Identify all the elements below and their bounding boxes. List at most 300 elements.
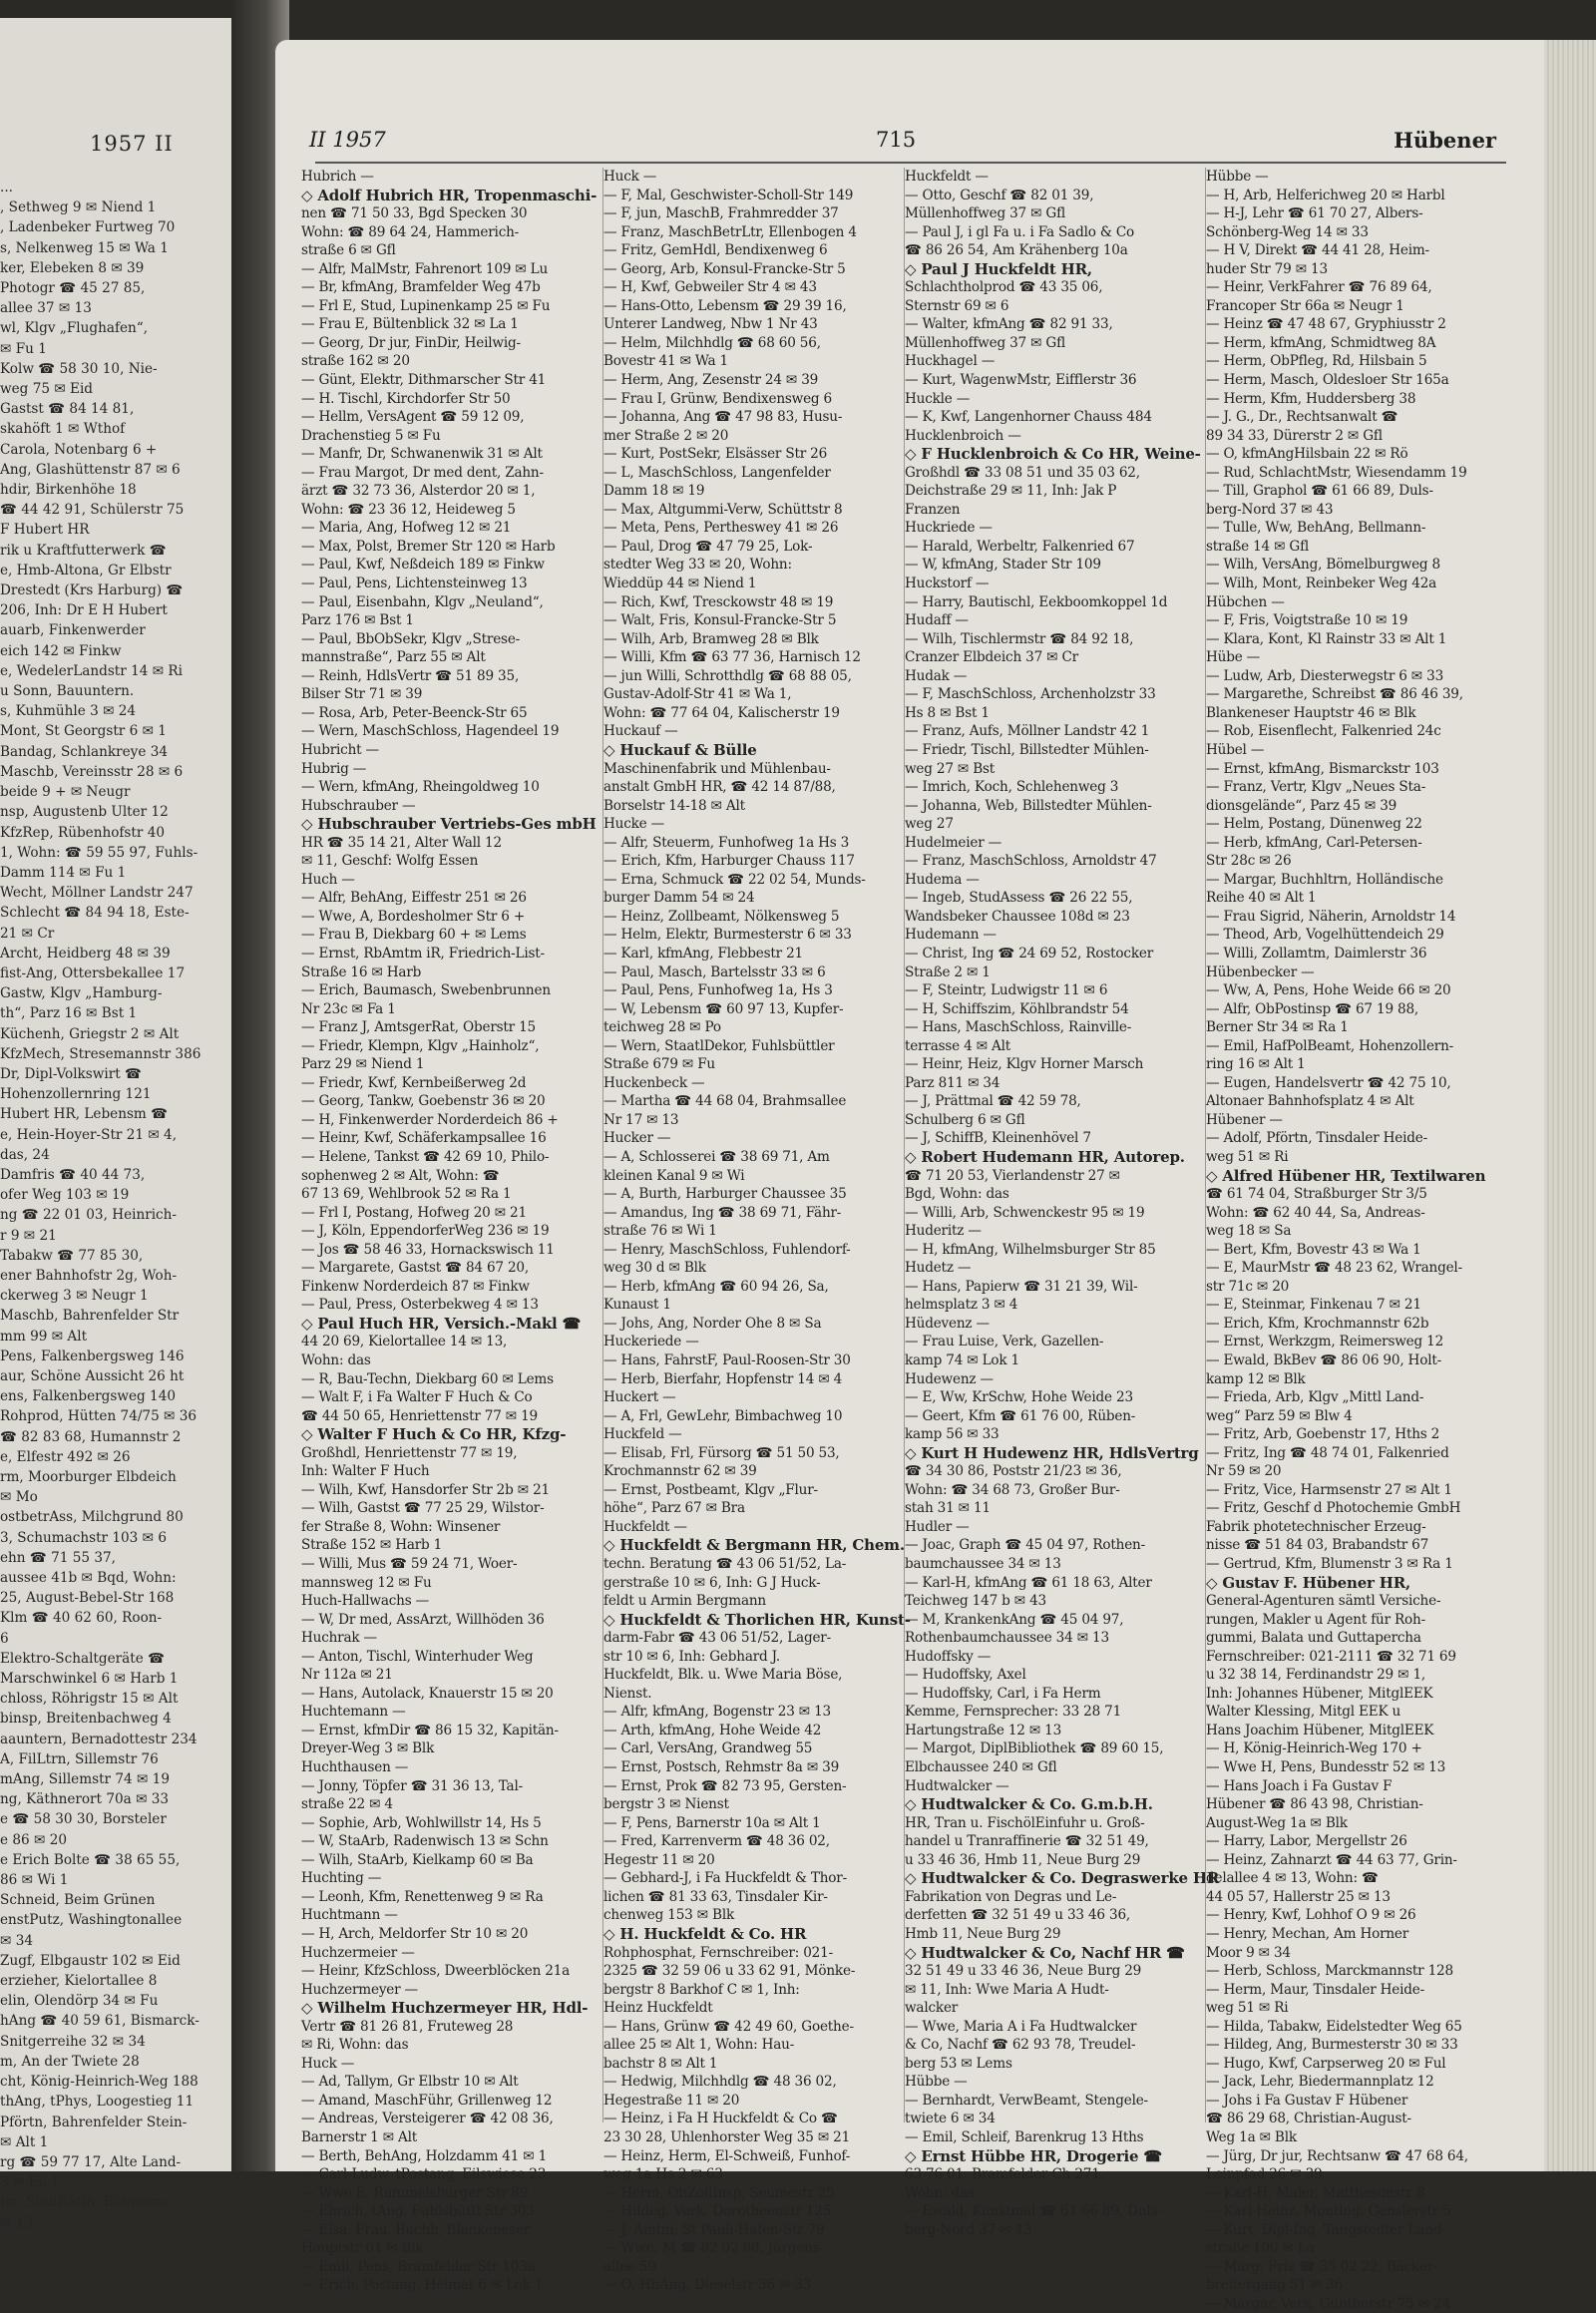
directory-entry-line: — Erich, Kfm, Krochmannstr 62b [1206,1315,1429,1332]
left-entry-line: Klm ☎ 40 62 60, Roon- [0,1610,163,1627]
directory-entry-line: ◇ Hubschrauber Vertriebs-Ges mbH [301,815,597,834]
left-entry-line: Drestedt (Krs Harburg) ☎ [0,582,184,599]
directory-entry-line: nisse ☎ 51 84 03, Brabandstr 67 [1206,1537,1429,1554]
directory-entry-line: mannsweg 12 ✉ Fu [301,1574,432,1591]
directory-entry-line: — W, StaArb, Radenwisch 13 ✉ Schn [301,1833,549,1850]
directory-entry-line: str 71c ✉ 20 [1206,1278,1290,1295]
directory-entry-line: ◇ Wilhelm Huchzermeyer HR, Hdl- [301,1999,589,2018]
directory-entry-line: Schönberg-Weg 14 ✉ 33 [1206,223,1369,240]
left-entry-line: Schneid, Beim Grünen [0,1892,156,1909]
left-entry-line: rik u Kraftfutterwerk ☎ [0,542,167,559]
directory-entry-line: derfetten ☎ 32 51 49 u 33 46 36, [905,1907,1131,1924]
directory-entry-line: — Henry, MaschSchloss, Fuhlendorf- [603,1241,851,1258]
directory-entry-line: — Fritz, Arb, Goebenstr 17, Hths 2 [1206,1426,1440,1443]
directory-entry-line: — Paul, Pens, Lichtensteinweg 13 [301,576,528,592]
left-entry-line: trr, StudRätin, Böhmers- [0,2194,170,2211]
directory-entry-line: — Frl I, Postang, Hofweg 20 ✉ 21 [301,1204,527,1221]
directory-entry-line: Maschinenfabrik und Mühlenbau- [603,760,831,777]
directory-entry-line: sophenweg 2 ✉ Alt, Wohn: ☎ [301,1167,500,1184]
directory-entry-line: — Walt F, i Fa Walter F Huch & Co [301,1389,533,1406]
surname-heading: Hübenbecker — [1206,964,1315,980]
directory-entry-line: kamp 12 ✉ Blk [1206,1370,1306,1387]
directory-entry-line: — Wwe H, Pens, Bundesstr 52 ✉ 13 [1206,1759,1446,1776]
directory-entry-line: — Elsa, Frau, Buchh, Blankeneser [301,2221,531,2238]
directory-entry-line: Fabrik photetechnischer Erzeug- [1206,1518,1426,1535]
directory-entry-line: Wieddüp 44 ✉ Niend 1 [603,576,757,592]
directory-entry-line: ☎ 34 30 86, Poststr 21/23 ✉ 36, [905,1463,1122,1480]
left-entry-line: m, An der Twiete 28 [0,2053,140,2070]
directory-entry-line: Parz 811 ✉ 34 [905,1074,1000,1091]
directory-entry-line: — E, MaurMstr ☎ 48 23 62, Wrangel- [1206,1260,1462,1277]
directory-entry-line: berg-Nord 37 ✉ 43 [905,2221,1032,2238]
directory-entry-line: — Fred, Karrenverm ☎ 48 36 02, [603,1833,830,1850]
directory-entry-line: straße 76 ✉ Wi 1 [603,1223,717,1240]
left-entry-line: ehn ☎ 71 55 37, [0,1549,116,1566]
directory-entry-line: Moor 9 ✉ 34 [1206,1944,1291,1961]
directory-entry-line: ◇ Huckauf & Bülle [603,740,757,759]
directory-entry-line: — H, kfmAng, Wilhelmsburger Str 85 [905,1241,1156,1258]
directory-entry-line: — Manfr, Dr, Schwanenwik 31 ✉ Alt [301,446,543,463]
directory-entry-line: Gustav-Adolf-Str 41 ✉ Wa 1, [603,686,792,703]
directory-entry-line: — Hans, Autolack, Knauerstr 15 ✉ 20 [301,1685,554,1702]
directory-entry-line: — Alfr, ObPostinsp ☎ 67 19 88, [1206,1000,1419,1017]
directory-entry-line: — Bernhardt, VerwBeamt, Stengele- [905,2092,1148,2109]
directory-entry-line: straße 22 ✉ 4 [301,1796,393,1813]
left-entry-line: ofer Weg 103 ✉ 19 [0,1187,130,1204]
left-entry-line: Gastst ☎ 84 14 81, [0,401,135,418]
surname-heading: Hudtwalcker — [905,1777,1009,1794]
directory-entry-line: — Marg, Fris ☎ 35 02 22, Bäcker- [1206,2258,1438,2275]
directory-entry-line: gerstraße 10 ✉ 6, Inh: G J Huck- [603,1574,821,1591]
directory-entry-line: straße 162 ✉ 20 [301,353,410,370]
directory-entry-line: — Ernst, Werkzgm, Reimersweg 12 [1206,1334,1444,1350]
directory-entry-line: — Margarethe, Schreibst ☎ 86 46 39, [1206,686,1463,703]
surname-heading: Hudewenz — [905,1370,994,1387]
left-entry-line: Damm 114 ✉ Fu 1 [0,864,127,881]
directory-entry-line: — Jonny, Töpfer ☎ 31 36 13, Tal- [301,1777,523,1794]
left-entry-line: Elektro-Schaltgeräte ☎ [0,1650,165,1667]
directory-entry-line: — Harry, Bautischl, Eekboomkoppel 1d [905,593,1168,610]
directory-entry-line: & Co, Nachf ☎ 62 93 78, Treudel- [905,2037,1136,2054]
left-entry-line: weg 75 ✉ Eid [0,381,94,398]
directory-entry-line: — Helm, Elektr, Burmesterstr 6 ✉ 33 [603,927,852,944]
directory-entry-line: — Frau Margot, Dr med dent, Zahn- [301,464,544,481]
directory-entry-line: — Wilh, VersAng, Bömelburgweg 8 [1206,557,1441,574]
directory-columns [301,168,1508,2312]
directory-entry-line: Hegestraße 11 ✉ 20 [603,2092,740,2109]
surname-heading: Hübener — [1206,1111,1283,1128]
directory-entry-line: 89 34 33, Dürerstr 2 ✉ Gfl [1206,427,1383,444]
column-1 [301,168,598,2294]
directory-entry-line: — H, Schiffszim, Köhlbrandstr 54 [905,1000,1129,1017]
directory-entry-line: Nienst. [603,1685,652,1702]
surname-heading: Hucke — [603,816,665,833]
left-entry-line: Pens, Falkenbergsweg 146 [0,1348,185,1364]
directory-entry-line: — Herb, kfmAng ☎ 60 94 26, Sa, [603,1278,829,1295]
directory-entry-line: — Georg, Dr jur, FinDir, Heilwig- [301,334,521,351]
directory-entry-line: — Kurt, WagenwMstr, Eifflerstr 36 [905,372,1137,389]
directory-entry-line: — H V, Direkt ☎ 44 41 28, Heim- [1206,242,1429,259]
directory-entry-line: — Friedr, Klempn, Klgv „Hainholz“, [301,1037,540,1054]
directory-entry-line: — Ad, Tallym, Gr Elbstr 10 ✉ Alt [301,2074,519,2091]
left-entry-line: ✉ 34 [0,1932,34,1949]
surname-heading: Huchrak — [301,1630,377,1647]
directory-entry-line: — O, HbAng, Dieselstr 36 ✉ 33 [603,2277,812,2294]
directory-entry-line: — jun Willi, Schrotthdlg ☎ 68 88 05, [603,667,852,684]
directory-entry-line: — Herm, Kfm, Huddersberg 38 [1206,390,1416,407]
directory-entry-line: — W, kfmAng, Stader Str 109 [905,557,1101,574]
surname-heading: Huckauf — [603,723,678,740]
left-entry-line: u Sonn, Bauuntern. [0,683,135,700]
surname-heading: Hübbe — [1206,169,1269,185]
directory-entry-line: Unterer Landweg, Nbw 1 Nr 43 [603,316,818,333]
surname-heading: Huch — [301,871,355,888]
directory-entry-line: — Harald, Werbeltr, Falkenried 67 [905,538,1135,555]
surname-heading: Huchtemann — [301,1704,406,1721]
directory-entry-line: Wohn: ☎ 34 68 73, Großer Bur- [905,1481,1120,1498]
left-entry-line: Tabakw ☎ 77 85 30, [0,1247,144,1264]
surname-heading: Huckfeldt — [603,1518,687,1535]
directory-entry-line: — J. G., Dr., Rechtsanwalt ☎ [1206,409,1398,426]
directory-entry-line: Müllenhoffweg 37 ✉ Gfl [905,205,1066,222]
directory-entry-line: Großhdl, Henriettenstr 77 ✉ 19, [301,1444,518,1461]
directory-entry-line: — L, MaschSchloss, Langenfelder [603,464,831,481]
directory-entry-line: — Georg, Tankw, Goebenstr 36 ✉ 20 [301,1093,546,1110]
directory-entry-line: — E, Steinmar, Finkenau 7 ✉ 21 [1206,1297,1421,1314]
directory-entry-line: — Alfr, Steuerm, Funhofweg 1a Hs 3 [603,834,850,851]
left-entry-line: wl, Klgv „Flughafen“, [0,320,149,337]
directory-entry-line: — Paul, Kwf, Neßdeich 189 ✉ Finkw [301,557,545,574]
left-entry-line: 25, August-Bebel-Str 168 [0,1590,175,1607]
directory-entry-line: ◇ Hudtwalcker & Co, Nachf HR ☎ [905,1943,1185,1962]
directory-entry-line: — Hudoffsky, Axel [905,1667,1026,1684]
left-entry-line: Zugf, Elbgaustr 102 ✉ Eid [0,1952,181,1969]
left-entry-line: chloss, Röhrigstr 15 ✉ Alt [0,1691,179,1708]
left-entry-line: s, Kuhmühle 3 ✉ 24 [0,703,137,720]
surname-heading: Hudaff — [905,612,969,629]
directory-entry-line: Fabrikation von Degras und Le- [905,1888,1117,1905]
directory-entry-line: — Fritz, Geschf d Photochemie GmbH [1206,1500,1461,1517]
directory-entry-line: kamp 56 ✉ 33 [905,1426,999,1443]
directory-entry-line: — Wern, kfmAng, Rheingoldweg 10 [301,779,540,796]
directory-entry-line: — Margar, Verk, Güntherstr 75 ✉ 24 [1206,2295,1451,2312]
directory-entry-line: HR, Tran u. FischölEinfuhr u. Groß- [905,1814,1145,1831]
left-entry-line: Wecht, Möllner Landstr 247 [0,885,194,902]
directory-entry-line: Kemme, Fernsprecher: 33 28 71 [905,1704,1122,1721]
directory-entry-line: — A, Schlosserei ☎ 38 69 71, Am [603,1148,830,1165]
directory-entry-line: ärzt ☎ 32 73 36, Alsterdor 20 ✉ 1, [301,483,536,500]
directory-entry-line: — Franz, MaschBetrLtr, Ellenbogen 4 [603,223,857,240]
directory-entry-line: — Paul, Pens, Funhofweg 1a, Hs 3 [603,982,833,999]
directory-entry-line: — Herm, Masch, Oldesloer Str 165a [1206,372,1449,389]
directory-entry-line: August-Weg 1a ✉ Blk [1206,1814,1348,1831]
left-entry-line: 3, Schumachstr 103 ✉ 6 [0,1529,167,1546]
directory-entry-line: Rohphosphat, Fernschreiber: 021- [603,1944,833,1961]
left-entry-line: ☎ 44 42 91, Schülerstr 75 [0,502,185,519]
directory-entry-line: rungen, Makler u Agent für Roh- [1206,1611,1425,1628]
directory-entry-line: — Heinz, i Fa H Huckfeldt & Co ☎ [603,2111,838,2127]
directory-entry-line: — J, Prättmal ☎ 42 59 78, [905,1093,1081,1110]
directory-entry-line: — Fritz, Ing ☎ 48 74 01, Falkenried [1206,1444,1449,1461]
directory-entry-line: Inh: Walter F Huch [301,1463,430,1480]
surname-heading: Huckle — [905,390,971,407]
directory-entry-line: — Jürg, Dr jur, Rechtsanw ☎ 47 68 64, [1206,2147,1468,2164]
directory-entry-line: — Johs i Fa Gustav F Hübener [1206,2092,1408,2109]
directory-entry-line: Wohn: ☎ 89 64 24, Hammerich- [301,223,520,240]
directory-entry-line: — A, Frl, GewLehr, Bimbachweg 10 [603,1407,843,1424]
directory-entry-line: ring 16 ✉ Alt 1 [1206,1056,1306,1073]
left-entry-line: Photogr ☎ 45 27 85, [0,280,146,297]
directory-entry-line: 44 20 69, Kielortallee 14 ✉ 13, [301,1334,508,1350]
directory-entry-line: stedter Weg 33 ✉ 20, Wohn: [603,557,792,574]
directory-entry-line: Wohn: das [301,1352,371,1368]
directory-entry-line: — Kurt, Dipl-Ing, Tangstedter Land- [1206,2221,1446,2238]
directory-entry-line: — Erich, Kfm, Harburger Chauss 117 [603,853,855,870]
directory-entry-line: — Georg, Arb, Konsul-Francke-Str 5 [603,260,846,277]
left-entry-line: Gastw, Klgv „Hamburg- [0,985,163,1002]
directory-entry-line: — Friedr, Kwf, Kernbeißerweg 2d [301,1074,527,1091]
directory-entry-line: Rothenbaumchaussee 34 ✉ 13 [905,1630,1109,1647]
left-entry-line: aussee 41b ✉ Bqd, Wohn: [0,1570,177,1587]
directory-entry-line: — Martha ☎ 44 68 04, Brahmsallee [603,1093,847,1110]
directory-entry-line: — Carl, VersAng, Grandweg 55 [603,1740,813,1757]
directory-entry-line: — Heinr, KfzSchloss, Dweerblöcken 21a [301,1963,571,1980]
surname-heading: Hübbe — [905,2074,968,2091]
left-entry-line: ☎ 82 83 68, Humannstr 2 [0,1428,182,1445]
surname-heading: Hudema — [905,871,980,888]
directory-entry-line: — Rud, SchlachtMstr, Wiesendamm 19 [1206,464,1467,481]
directory-entry-line: — Berth, BehAng, Holzdamm 41 ✉ 1 [301,2147,548,2164]
directory-entry-line: ☎ 86 29 68, Christian-August- [1206,2111,1411,2127]
directory-entry-line: Wohn: ☎ 62 40 44, Sa, Andreas- [1206,1204,1425,1221]
left-entry-line: ker, Elebeken 8 ✉ 39 [0,259,145,276]
directory-entry-line: — Hans Joach i Fa Gustav F [1206,1777,1393,1794]
directory-entry-line: — Helm, Milchhdlg ☎ 68 60 56, [603,334,821,351]
left-entry-line: Küchenh, Griegstr 2 ✉ Alt [0,1025,180,1042]
directory-entry-line: ◇ Paul J Huckfeldt HR, [905,259,1092,278]
directory-entry-line: — Wwe, M ☎ 82 02 88, Jürgens- [603,2240,824,2257]
directory-entry-line: feldt u Armin Bergmann [603,1593,766,1610]
left-entry-line: r 9 ✉ 21 [0,1227,57,1244]
directory-entry-line: Hans Joachim Hübener, MitglEEK [1206,1722,1434,1738]
surname-heading: Hübel — [1206,741,1265,758]
left-entry-line: 1, Wohn: ☎ 59 55 97, Fuhls- [0,844,199,861]
directory-entry-line: berg-Nord 37 ✉ 43 [1206,501,1334,518]
directory-entry-line: — Hans, FahrstF, Paul-Roosen-Str 30 [603,1352,851,1368]
directory-entry-line: Krochmannstr 62 ✉ 39 [603,1463,757,1480]
left-entry-line: Ang, Glashüttenstr 87 ✉ 6 [0,461,181,478]
directory-entry-line: dionsgelände“, Parz 45 ✉ 39 [1206,797,1397,814]
directory-entry-line: — Karl-H, kfmAng ☎ 61 18 63, Alter [905,1574,1152,1591]
left-entry-line: enstPutz, Washingtonallee [0,1912,183,1929]
directory-entry-line: — Hedwig, Milchhdlg ☎ 48 36 02, [603,2074,837,2091]
directory-entry-line: — Franz, Vertr, Klgv „Neues Sta- [1206,779,1426,796]
directory-entry-line: — Ernst, Postbeamt, Klgv „Flur- [603,1481,818,1498]
directory-entry-line: — Wilh, Mont, Reinbeker Weg 42a [1206,576,1437,592]
left-entry-line: 206, Inh: Dr E H Hubert [0,602,168,619]
directory-entry-line: chenweg 153 ✉ Blk [603,1907,735,1924]
directory-entry-line: — Paul, Masch, Bartelsstr 33 ✉ 6 [603,964,826,980]
directory-entry-line: — Frau I, Grünw, Bendixensweg 6 [603,390,833,407]
left-entry-line: ✉ Alt 1 [0,2133,49,2150]
left-entry-line: e Erich Bolte ☎ 38 65 55, [0,1851,181,1868]
header-left: II 1957 [309,128,386,152]
directory-entry-line: — Heinz, Herm, El-Schweiß, Funhof- [603,2147,851,2164]
directory-entry-line: — Ludw, Arb, Diesterwegstr 6 ✉ 33 [1206,667,1444,684]
directory-entry-line: nen ☎ 71 50 33, Bgd Specken 30 [301,205,528,222]
left-entry-line: 3 ✉ Fu 1 [0,2174,60,2191]
directory-entry-line: Großhdl ☎ 33 08 51 und 35 03 62, [905,464,1140,481]
left-page-column [0,178,225,2233]
left-entry-line: KfzRep, Rübenhofstr 40 [0,824,165,841]
directory-entry-line: — Helm, Postang, Dünenweg 22 [1206,816,1422,833]
left-entry-line: eich 142 ✉ Finkw [0,642,122,659]
directory-entry-line: — Eugen, Handelsvertr ☎ 42 75 10, [1206,1074,1451,1091]
directory-entry-line: — Amandus, Ing ☎ 38 69 71, Fähr- [603,1204,842,1221]
directory-entry-line: gummi, Balata und Guttapercha [1206,1630,1421,1647]
directory-entry-line: weg 27 ✉ Bst [905,760,996,777]
directory-entry-line: ◇ Walter F Huch & Co HR, Kfzg- [301,1425,567,1444]
directory-entry-line: ◇ H. Huckfeldt & Co. HR [603,1924,807,1943]
directory-entry-line: bergstr 8 Barkhof C ✉ 1, Inh: [603,1981,800,1998]
left-entry-line: allee 37 ✉ 13 [0,300,92,317]
directory-entry-line: weg 51 ✉ Ri [1206,1148,1289,1165]
left-entry-line: , Sethweg 9 ✉ Niend 1 [0,199,157,216]
directory-entry-line: — Erna, Schmuck ☎ 22 02 54, Munds- [603,871,866,888]
directory-entry-line: berg 53 ✉ Lems [905,2055,1012,2072]
left-entry-line: e, Hmb-Altona, Gr Elbstr [0,562,172,578]
directory-entry-line: — Wwe, A, Bordesholmer Str 6 + [301,908,526,925]
left-entry-line: F Hubert HR [0,522,90,539]
directory-entry-line: — M, KrankenkAng ☎ 45 04 97, [905,1611,1124,1628]
left-entry-line: Schlecht ☎ 84 94 18, Este- [0,905,190,922]
directory-entry-line: Vertr ☎ 81 26 81, Fruteweg 28 [301,2018,514,2035]
directory-entry-line: — Paul J, i gl Fa u. i Fa Sadlo & Co [905,223,1135,240]
surname-heading: Huckfeldt — [905,169,989,185]
directory-entry-line: — Wern, StaatlDekor, Fuhlsbüttler [603,1037,835,1054]
surname-heading: Huckenbeck — [603,1074,705,1091]
directory-entry-line: — Br, kfmAng, Bramfelder Weg 47b [301,279,541,296]
directory-entry-line: — Emil, HafPolBeamt, Hohenzollern- [1206,1037,1454,1054]
surname-heading: Hübe — [1206,649,1261,666]
surname-heading: Huckert — [603,1389,676,1406]
directory-entry-line: — O, kfmAngHilsbain 22 ✉ Rö [1206,446,1408,463]
directory-entry-line: — Hans, MaschSchloss, Rainville- [905,1019,1132,1036]
directory-entry-line: Fernschreiber: 021-2111 ☎ 32 71 69 [1206,1648,1456,1665]
surname-heading: Huckeriede — [603,1334,699,1350]
directory-entry-line: bergstr 3 ✉ Nienst [603,1796,729,1813]
left-entry-line: hAng ☎ 40 59 61, Bismarck- [0,2013,200,2030]
directory-entry-line: Borselstr 14-18 ✉ Alt [603,797,745,814]
directory-entry-line: straße 6 ✉ Gfl [301,242,396,259]
directory-entry-line: twiete 6 ✉ 34 [905,2111,996,2127]
directory-entry-line: — Anton, Tischl, Winterhuder Weg [301,1648,534,1665]
directory-entry-line: — Paul, Drog ☎ 47 79 25, Lok- [603,538,813,555]
left-entry-line: rg ☎ 59 77 17, Alte Land- [0,2153,182,2170]
surname-heading: Hudoffsky — [905,1648,992,1665]
directory-entry-line: — Willi, Mus ☎ 59 24 71, Woer- [301,1556,518,1573]
directory-entry-line: Leinpfad 26 ✉ 39 [1206,2166,1323,2183]
surname-heading: Hucklenbroich — [905,427,1021,444]
directory-entry-line: 67 13 69, Wehlbrook 52 ✉ Ra 1 [301,1186,512,1203]
directory-entry-line: ◇ Paul Huch HR, Versich.-Makl ☎ [301,1314,582,1333]
directory-entry-line: Müllenhoffweg 37 ✉ Gfl [905,334,1066,351]
directory-entry-line: — Günt, Elektr, Dithmarscher Str 41 [301,372,547,389]
directory-entry-line: — Henry, Mechan, Am Horner [1206,1925,1409,1942]
directory-entry-line: Nr 17 ✉ 13 [603,1111,679,1128]
directory-entry-line: 23 30 28, Uhlenhorster Weg 35 ✉ 21 [603,2128,851,2145]
left-entry-line: th“, Parz 16 ✉ Bst 1 [0,1005,138,1022]
left-entry-line: ener Bahnhofstr 2g, Woh- [0,1267,178,1284]
directory-entry-line: Schulberg 6 ✉ Gfl [905,1111,1025,1128]
left-entry-line: Bandag, Schlankreye 34 [0,743,169,760]
left-page [0,18,231,2231]
directory-entry-line: — Ingeb, StudAssess ☎ 26 22 55, [905,890,1133,907]
directory-entry-line: weg 30 d ✉ Blk [603,1260,706,1277]
directory-entry-line: — Emil, Pens, Bramfelder Str 103a [301,2258,536,2275]
directory-entry-line: — Ewald, BkBev ☎ 86 06 90, Holt- [1206,1352,1442,1368]
directory-entry-line: Bgd, Wohn: das [905,1186,1009,1203]
directory-entry-line: — Frieda, Arb, Klgv „Mittl Land- [1206,1389,1424,1406]
directory-entry-line: — Joac, Graph ☎ 45 04 97, Rothen- [905,1537,1146,1554]
directory-entry-line: — F, jun, MaschB, Frahmredder 37 [603,205,839,222]
directory-entry-line: — Friedr, Tischl, Billstedter Mühlen- [905,741,1149,758]
left-entry-line: fist-Ang, Ottersbekallee 17 [0,964,186,981]
directory-entry-line: — Imrich, Koch, Schlehenweg 3 [905,779,1119,796]
directory-entry-line: — Johs, Ang, Norder Ohe 8 ✉ Sa [603,1315,822,1332]
directory-entry-line: — Margot, DiplBibliothek ☎ 89 60 15, [905,1740,1164,1757]
directory-entry-line: ☎ 86 26 54, Am Krähenberg 10a [905,242,1128,259]
directory-entry-line: fer Straße 8, Wohn: Winsener [301,1518,501,1535]
left-entry-line: e, Elfestr 492 ✉ 26 [0,1448,131,1465]
left-entry-line: Kolw ☎ 58 30 10, Nie- [0,360,158,377]
directory-entry-line: — Hudoffsky, Carl, i Fa Herm [905,1685,1101,1702]
directory-entry-line: Damm 18 ✉ 19 [603,483,705,500]
directory-entry-line: kleinen Kanal 9 ✉ Wi [603,1167,745,1184]
directory-entry-line: — H, Kwf, Gebweiler Str 4 ✉ 43 [603,279,817,296]
directory-entry-line: stah 31 ✉ 11 [905,1500,991,1517]
directory-entry-line: — Johanna, Ang ☎ 47 98 83, Husu- [603,409,843,426]
directory-entry-line: ✉ 11, Geschf: Wolfg Essen [301,853,479,870]
directory-entry-line: — Tulle, Ww, BehAng, Bellmann- [1206,520,1426,537]
directory-entry-line: Wandsbeker Chaussee 108d ✉ 23 [905,908,1130,925]
surname-heading: Huckriede — [905,520,993,537]
left-entry-line: auarb, Finkenwerder [0,622,146,639]
left-entry-line: Maschb, Vereinsstr 28 ✉ 6 [0,763,184,780]
directory-entry-line: ☎ 44 50 65, Henriettenstr 77 ✉ 19 [301,1407,538,1424]
directory-entry-line: — Alfr, kfmAng, Bogenstr 23 ✉ 13 [603,1704,831,1721]
directory-entry-line: — Paul, Eisenbahn, Klgv „Neuland“, [301,593,544,610]
directory-entry-line: — Elisab, Frl, Fürsorg ☎ 51 50 53, [603,1444,840,1461]
surname-heading: Huchthausen — [301,1759,409,1776]
left-entry-line: A, FilLtrn, Sillemstr 76 [0,1750,159,1767]
directory-entry-line: ◇ Hudtwalcker & Co. Degraswerke HR [905,1869,1220,1888]
directory-entry-line: — Walter, kfmAng ☎ 82 91 33, [905,316,1113,333]
directory-entry-line: — Fritz, GemHdl, Bendixenweg 6 [603,242,828,259]
directory-entry-line: — Walt, Fris, Konsul-Francke-Str 5 [603,612,837,629]
directory-entry-line: — Helene, Tankst ☎ 42 69 10, Philo- [301,1148,550,1165]
directory-entry-line: — Hilda, Tabakw, Eidelstedter Weg 65 [1206,2018,1462,2035]
page-edge [1544,40,1596,2171]
directory-entry-line: Walter Klessing, Mitgl EEK u [1206,1704,1401,1721]
directory-entry-line: Nr 112a ✉ 21 [301,1667,393,1684]
directory-entry-line: — Hugo, Kwf, Carpserweg 20 ✉ Ful [1206,2055,1446,2072]
directory-entry-line: HR ☎ 35 14 21, Alter Wall 12 [301,834,502,851]
directory-entry-line: — Geert, Kfm ☎ 61 76 00, Rüben- [905,1407,1136,1424]
directory-entry-line: allee 59 [603,2258,656,2275]
directory-entry-line: — Ernst, RbAmtm iR, Friedrich-List- [301,945,545,962]
directory-entry-line: — H, Arch, Meldorfer Str 10 ✉ 20 [301,1925,529,1942]
